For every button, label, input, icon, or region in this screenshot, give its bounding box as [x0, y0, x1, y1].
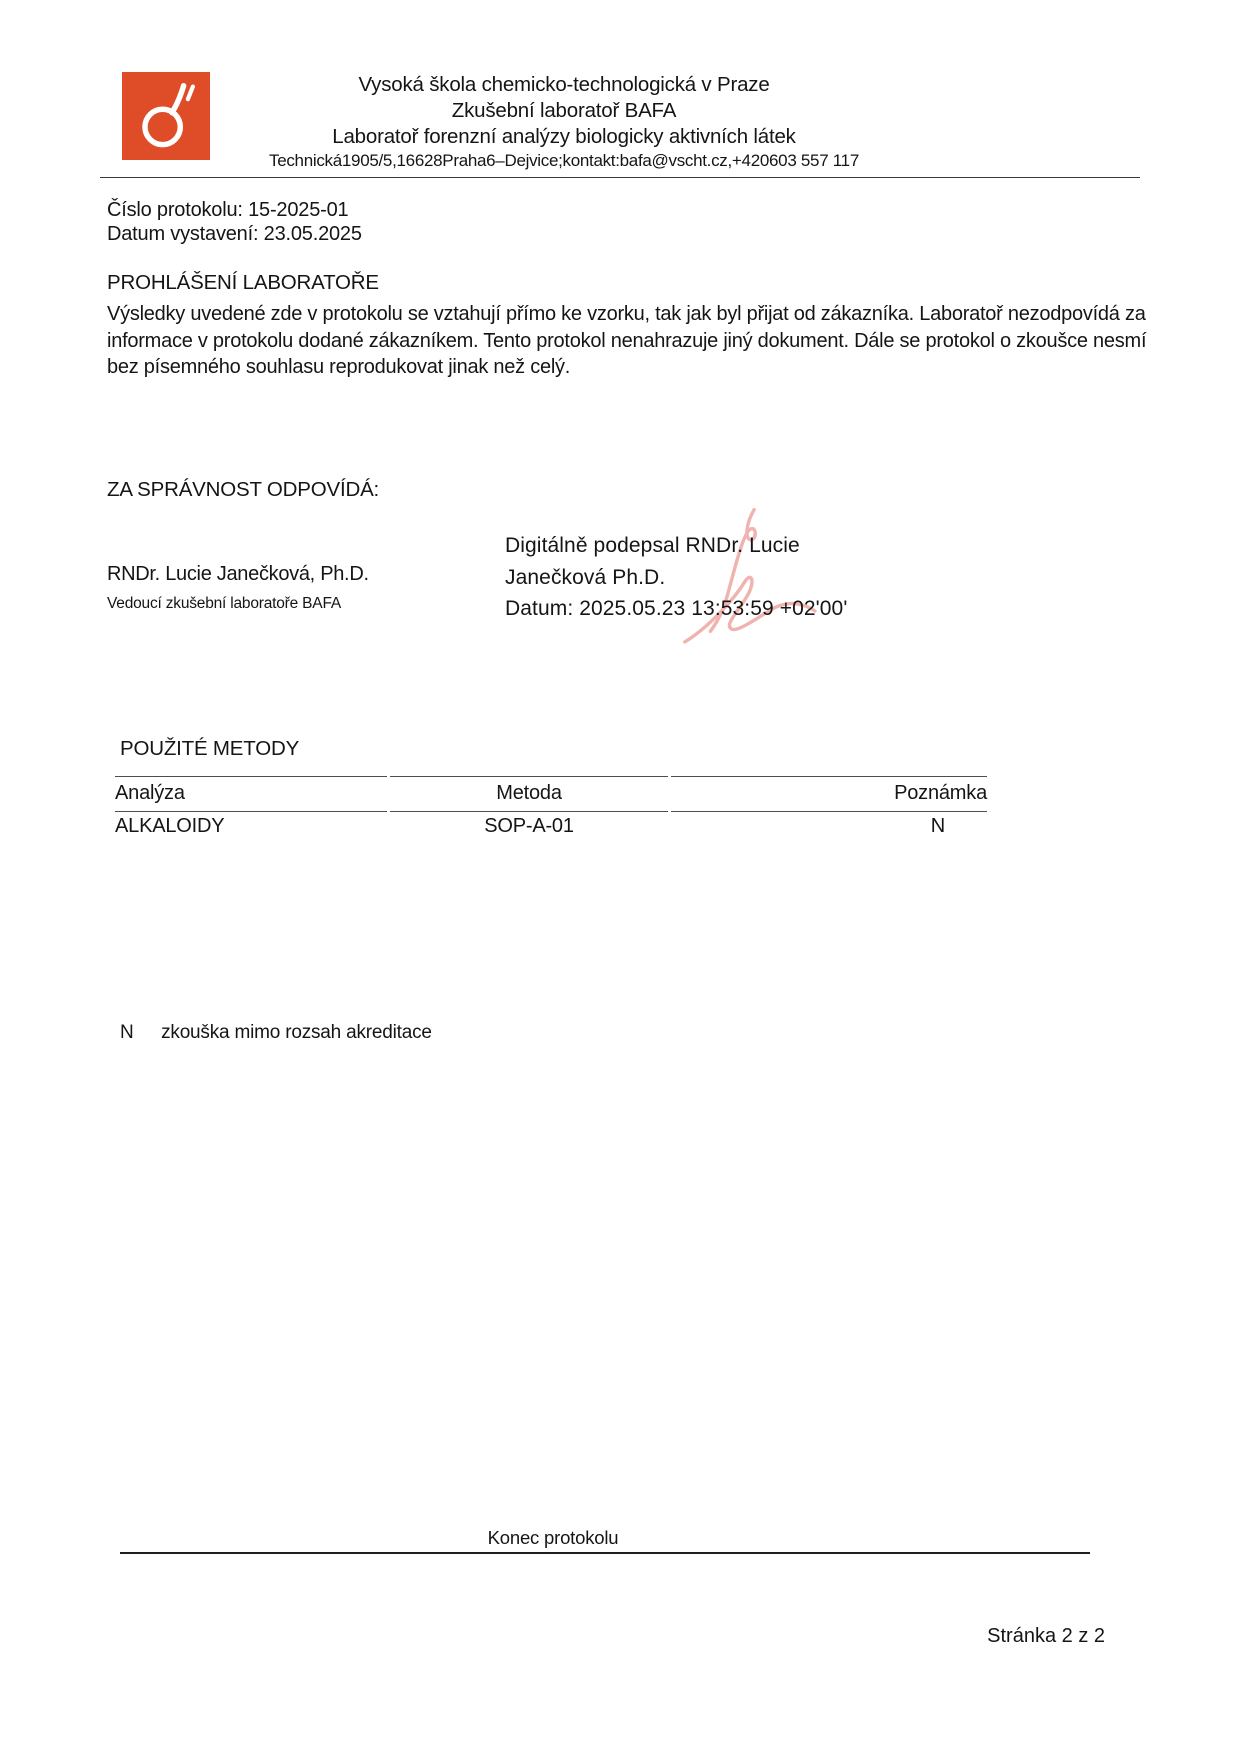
- note-text: zkouška mimo rozsah akreditace: [161, 1022, 432, 1043]
- signature-line-2: Janečková Ph.D.: [505, 565, 666, 589]
- protocol-number-line: [107, 198, 362, 222]
- page-number: Stránka 2 z 2: [987, 1625, 1105, 1647]
- table-row: [115, 812, 987, 840]
- header-divider: [100, 177, 1140, 178]
- digital-signature-text: [505, 530, 847, 625]
- declaration-body: Výsledky uvedené zde v protokolu se vztahují přímo ke vzorku, tak jak byl přijat od zákazníka. Laboratoř nezodpovídá za informace v protokolu dodané zákazníkem. Tento protokol nenahrazuje jiný dokument. Dále se protokol o zkoušce nesmí bez písemného souhlasu reprodukovat jinak než celý.: [107, 303, 1147, 378]
- cell-analyza: ALKALOIDY: [115, 815, 225, 837]
- cell-metoda: SOP-A-01: [484, 815, 574, 837]
- protocol-meta: [107, 198, 362, 246]
- col-header-analyza: Analýza: [115, 776, 387, 812]
- responsible-person-name: RNDr. Lucie Janečková, Ph.D.: [107, 563, 369, 585]
- end-of-protocol: [120, 1527, 1090, 1554]
- accreditation-note: [120, 1022, 432, 1044]
- protocol-number-value: 15-2025-01: [248, 199, 349, 221]
- signature-line-1: Digitálně podepsal RNDr. Lucie: [505, 534, 800, 557]
- col-header-poznamka: Poznámka: [671, 776, 987, 812]
- protocol-date-line: [107, 222, 362, 246]
- col-header-metoda: Metoda: [390, 776, 668, 812]
- signature-line-3: Datum: 2025.05.23 13:53:59 +02'00': [505, 597, 848, 620]
- protocol-number-label: Číslo protokolu:: [107, 199, 243, 221]
- letterhead: [0, 72, 1128, 172]
- methods-heading: POUŽITÉ METODY: [120, 737, 300, 760]
- header-department: Laboratoř forenzní analýzy biologicky aktivních látek: [332, 125, 796, 148]
- protocol-date-label: Datum vystavení:: [107, 223, 259, 245]
- declaration-heading: PROHLÁŠENÍ LABORATOŘE: [107, 271, 379, 294]
- header-contact: Technická1905/5,16628Praha6–Dejvice;kontakt:bafa@vscht.cz,+420603 557 117: [269, 151, 859, 170]
- methods-header-row: [115, 776, 987, 812]
- note-code: N: [120, 1022, 134, 1043]
- header-lab: Zkušební laboratoř BAFA: [451, 99, 677, 122]
- methods-table: [112, 776, 990, 840]
- responsibility-heading: ZA SPRÁVNOST ODPOVÍDÁ:: [107, 478, 380, 501]
- end-of-protocol-label: Konec protokolu: [487, 1527, 619, 1548]
- header-institution: Vysoká škola chemicko-technologická v Praze: [358, 73, 770, 96]
- responsible-person-role: Vedoucí zkušební laboratoře BAFA: [107, 595, 342, 612]
- cell-poznamka: N: [930, 815, 945, 837]
- protocol-date-value: 23.05.2025: [263, 223, 362, 245]
